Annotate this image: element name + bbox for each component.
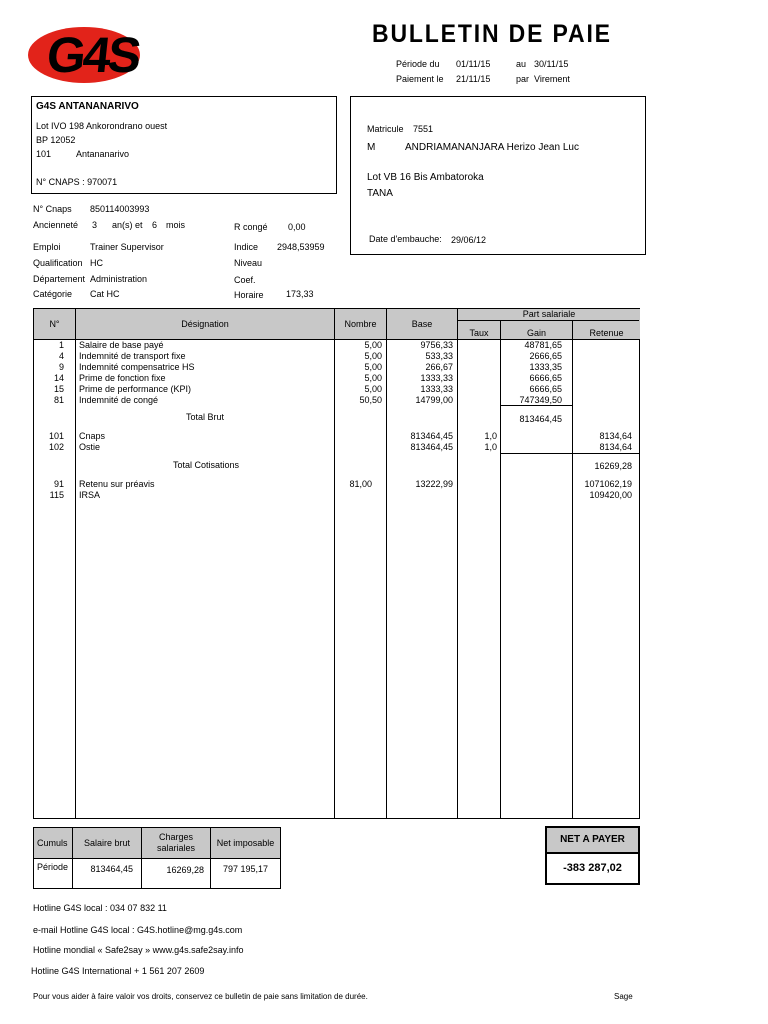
table-row-label: Ostie	[79, 442, 101, 452]
cumul-charges: 16269,28	[166, 865, 204, 875]
table-row-retenue: 8134,64	[599, 431, 632, 441]
horaire-value: 173,33	[286, 289, 314, 299]
emploi-value: Trainer Supervisor	[90, 242, 164, 252]
departement-label: Département	[33, 274, 86, 284]
footer-notice: Pour vous aider à faire valoir vos droits, conservez ce bulletin de paie sans limitation de durée.	[33, 992, 368, 1001]
table-row-label: Indemnité de transport fixe	[79, 351, 186, 361]
table-row-base: 14799,00	[415, 395, 453, 405]
employee-box	[350, 96, 646, 255]
table-row-nombre: 5,00	[364, 373, 382, 383]
table-row-label: Salaire de base payé	[79, 340, 164, 350]
table-row-nombre: 50,50	[359, 395, 382, 405]
employer-box	[31, 96, 337, 194]
table-row-label: Indemnité compensatrice HS	[79, 362, 195, 372]
total-brut-value: 813464,45	[519, 414, 562, 424]
employer-name: G4S ANTANANARIVO	[36, 101, 139, 112]
charges-label-1: Charges	[158, 832, 194, 842]
par-value: Virement	[534, 74, 570, 84]
table-row-no: 101	[48, 431, 64, 441]
employer-postal-code: 101	[36, 149, 52, 159]
page-title: BULLETIN DE PAIE	[372, 20, 612, 48]
anciennete-months-unit: mois	[166, 220, 186, 230]
coef-label: Coef.	[234, 275, 256, 285]
table-row-label: Prime de performance (KPI)	[79, 384, 192, 394]
horaire-label: Horaire	[234, 290, 264, 300]
table-row-no: 15	[53, 384, 64, 394]
table-row-base: 1333,33	[420, 384, 453, 394]
salaire-brut-label: Salaire brut	[83, 838, 131, 848]
table-row-base: 266,67	[425, 362, 453, 372]
employee-address2: TANA	[367, 188, 393, 199]
cnaps-value: 850114003993	[90, 204, 150, 214]
table-row-label: Cnaps	[79, 431, 106, 441]
header-taux: Taux	[469, 328, 489, 338]
cnaps-label: N° Cnaps	[33, 204, 72, 214]
table-row-retenue: 1071062,19	[584, 479, 632, 489]
table-row-base: 1333,33	[420, 373, 453, 383]
table-row-no: 102	[48, 442, 64, 452]
table-row-no: 14	[53, 373, 64, 383]
table-row-nombre: 81,00	[349, 479, 372, 489]
au-label: au	[516, 59, 527, 69]
net-imposable-label: Net imposable	[216, 838, 275, 848]
net-a-payer-label: NET A PAYER	[560, 834, 625, 845]
table-row-no: 81	[53, 395, 64, 405]
table-row-gain: 747349,50	[519, 395, 562, 405]
table-row-base: 813464,45	[410, 442, 453, 452]
hotline-email: e-mail Hotline G4S local : G4S.hotline@mg.g4s.com	[33, 925, 243, 935]
footer-software: Sage	[614, 992, 633, 1001]
table-row-retenue: 109420,00	[589, 490, 632, 500]
embauche-date: 29/06/12	[451, 235, 487, 245]
hotline-local: Hotline G4S local : 034 07 832 11	[33, 903, 167, 913]
table-row-taux: 1,0	[484, 442, 497, 452]
charges-label-2: salariales	[156, 843, 196, 853]
categorie-value: Cat HC	[90, 289, 120, 299]
categorie-label: Catégorie	[33, 289, 73, 299]
table-row-label: IRSA	[79, 490, 101, 500]
net-a-payer-box	[545, 826, 640, 885]
embauche-label: Date d'embauche:	[369, 234, 442, 244]
table-row-no: 4	[58, 351, 64, 361]
employee-address1: Lot VB 16 Bis Ambatoroka	[367, 172, 484, 183]
net-a-payer-value: -383 287,02	[563, 862, 622, 874]
table-row-base: 533,33	[425, 351, 453, 361]
periode-label: Période du	[396, 59, 440, 69]
anciennete-years: 3	[92, 220, 98, 230]
table-row-no: 9	[58, 362, 64, 372]
header-retenue: Retenue	[589, 328, 624, 338]
total-cotisations-value: 16269,28	[594, 461, 632, 471]
hotline-international: Hotline G4S International + 1 561 207 2609	[31, 966, 205, 976]
table-row-base: 13222,99	[415, 479, 453, 489]
table-row-retenue: 8134,64	[599, 442, 632, 452]
header-designation: Désignation	[181, 319, 229, 329]
table-row-label: Indemnité de congé	[79, 395, 159, 405]
rconge-label: R congé	[234, 222, 268, 232]
rconge-value: 0,00	[288, 222, 306, 232]
employer-city: Antananarivo	[76, 149, 130, 159]
departement-value: Administration	[90, 274, 148, 284]
indice-label: Indice	[234, 242, 259, 252]
anciennete-years-unit: an(s) et	[112, 220, 143, 230]
anciennete-months: 6	[152, 220, 158, 230]
niveau-label: Niveau	[234, 258, 263, 268]
qualification-label: Qualification	[33, 258, 83, 268]
cumuls-label: Cumuls	[37, 838, 68, 848]
table-row-no: 115	[49, 490, 64, 500]
anciennete-label: Ancienneté	[33, 220, 79, 230]
paiement-label: Paiement le	[396, 74, 444, 84]
employee-name: ANDRIAMANANJARA Herizo Jean Luc	[405, 142, 579, 153]
employee-civility: M	[367, 142, 376, 153]
table-row-label: Prime de fonction fixe	[79, 373, 166, 383]
table-row-base: 813464,45	[410, 431, 453, 441]
table-row-base: 9756,33	[420, 340, 453, 350]
emploi-label: Emploi	[33, 242, 61, 252]
total-brut-label: Total Brut	[186, 412, 225, 422]
pay-table	[33, 308, 640, 819]
employer-address1: Lot IVO 198 Ankorondrano ouest	[36, 121, 168, 131]
hotline-mondial: Hotline mondial « Safe2say » www.g4s.safe2say.info	[33, 945, 244, 955]
g4s-logo	[26, 24, 166, 88]
table-row-label: Retenu sur préavis	[79, 479, 155, 489]
table-row-taux: 1,0	[484, 431, 497, 441]
logo-text: G4S	[44, 27, 142, 83]
table-row-nombre: 5,00	[364, 351, 382, 361]
table-row-no: 1	[58, 340, 64, 350]
periode-from: 01/11/15	[456, 59, 491, 69]
table-row-nombre: 5,00	[364, 340, 382, 350]
header-no: N°	[49, 319, 60, 329]
table-row-gain: 1333,35	[529, 362, 562, 372]
paiement-date: 21/11/15	[456, 74, 491, 84]
table-row-gain: 48781,65	[524, 340, 562, 350]
header-nombre: Nombre	[344, 319, 377, 329]
par-label: par	[516, 74, 530, 84]
table-row-no: 91	[53, 479, 64, 489]
cumul-salaire-brut: 813464,45	[90, 864, 133, 874]
header-gain: Gain	[526, 328, 546, 338]
table-row-gain: 2666,65	[529, 351, 562, 361]
cumuls-table	[33, 827, 281, 889]
table-row-gain: 6666,65	[529, 373, 562, 383]
cumul-net-imposable: 797 195,17	[222, 864, 269, 874]
employer-cnaps: N° CNAPS : 970071	[36, 177, 118, 187]
matricule-value: 7551	[413, 124, 434, 134]
header-part-salariale: Part salariale	[522, 309, 576, 319]
indice-value: 2948,53959	[277, 242, 325, 252]
periode-row-label: Période	[37, 862, 69, 872]
matricule-label: Matricule	[367, 124, 404, 134]
employer-address2: BP 12052	[36, 135, 76, 145]
periode-to: 30/11/15	[534, 59, 569, 69]
qualification-value: HC	[90, 258, 103, 268]
total-cotisations-label: Total Cotisations	[173, 460, 240, 470]
table-row-gain: 6666,65	[529, 384, 562, 394]
table-row-nombre: 5,00	[364, 362, 382, 372]
header-base: Base	[411, 319, 433, 329]
table-row-nombre: 5,00	[364, 384, 382, 394]
